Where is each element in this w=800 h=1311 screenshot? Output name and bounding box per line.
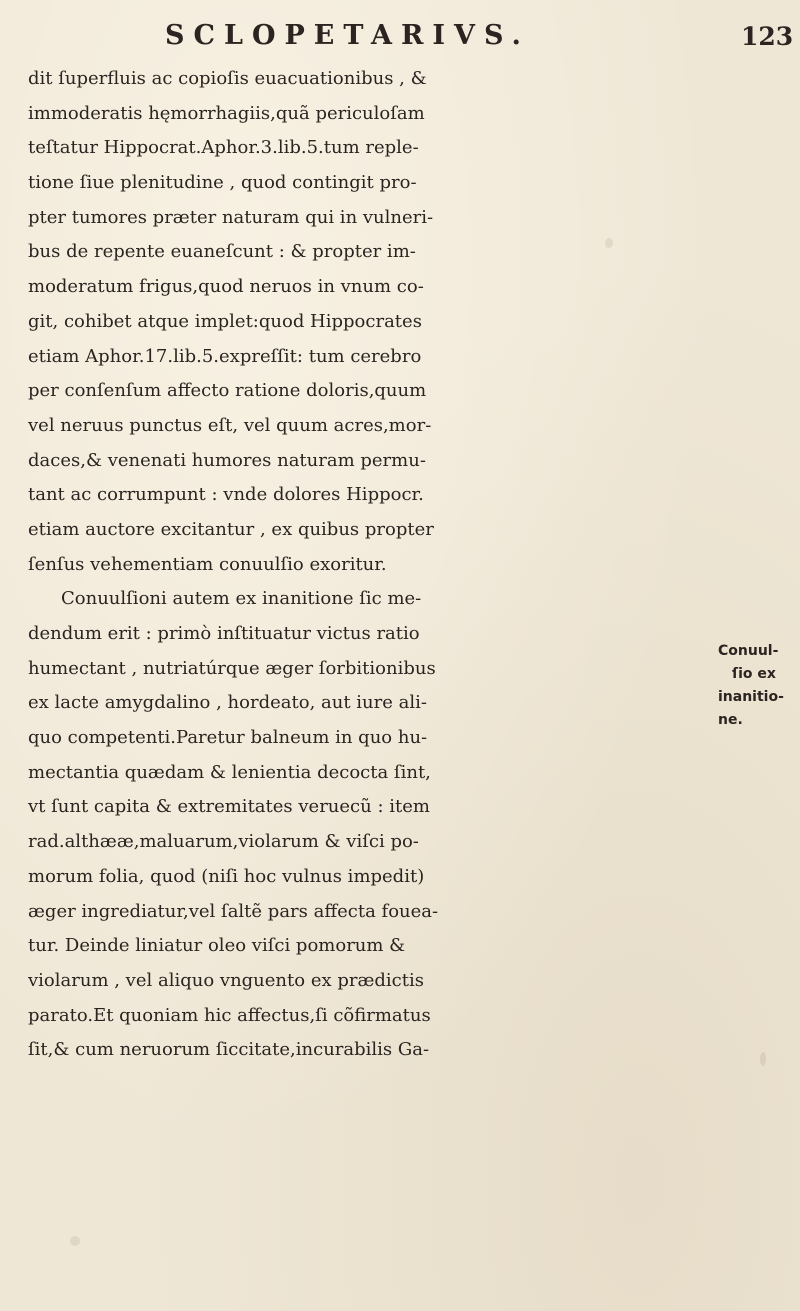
text-line: tur. Deinde liniatur oleo viſci pomorum & bbox=[28, 935, 406, 957]
text-line: dit ſuperfluis ac copioſis euacuationibus , & bbox=[28, 68, 427, 89]
text-line: rad.althææ,maluarum,violarum & viſci po- bbox=[28, 831, 419, 853]
text-line: ſit,& cum neruorum ſiccitate,incurabilis Ga- bbox=[28, 1039, 430, 1061]
text-line: moderatum frigus,quod neruos in vnum co- bbox=[28, 276, 424, 298]
page-number: 123 bbox=[741, 22, 794, 51]
text-line: parato.Et quoniam hic affectus,ſi cõfirmatus bbox=[28, 1004, 431, 1026]
marginal-note-line: Conuul- bbox=[718, 643, 779, 659]
text-line: etiam auctore excitantur , ex quibus propter bbox=[28, 518, 434, 540]
body-text bbox=[28, 62, 788, 1068]
text-line: tione ſiue plenitudine , quod contingit pro- bbox=[28, 172, 417, 194]
text-line: quo competenti.Paretur balneum in quo hu- bbox=[28, 727, 428, 749]
text-line: violarum , vel aliquo vnguento ex prædictis bbox=[28, 969, 424, 991]
marginal-note-line: ne. bbox=[718, 712, 743, 728]
text-line: teſtatur Hippocrat.Aphor.3.lib.5.tum reple- bbox=[28, 137, 419, 159]
text-line: daces,& venenati humores naturam permu- bbox=[28, 449, 426, 471]
text-line: morum folia, quod (niſi hoc vulnus impedit) bbox=[28, 865, 425, 887]
text-line: pter tumores præter naturam qui in vulneri- bbox=[28, 206, 434, 228]
text-line: bus de repente euaneſcunt : & propter im- bbox=[28, 241, 416, 263]
text-line: vt ſunt capita & extremitates veruecũ : item bbox=[28, 796, 430, 818]
marginal-note bbox=[718, 640, 800, 732]
running-head bbox=[0, 18, 800, 58]
marginal-note-line: inanitio- bbox=[718, 689, 784, 705]
text-line: etiam Aphor.17.lib.5.expreſſit: tum cerebro bbox=[28, 345, 422, 367]
paragraph-start-line: Conuulſioni autem ex inanitione ſic me- bbox=[61, 588, 422, 610]
text-line: vel neruus punctus eſt, vel quum acres,mor- bbox=[28, 414, 432, 436]
text-line: ſenſus vehementiam conuulſio exoritur. bbox=[28, 553, 387, 575]
text-line: git, cohibet atque implet:quod Hippocrates bbox=[28, 310, 422, 332]
text-line: ex lacte amygdalino , hordeato, aut iure ali- bbox=[28, 692, 427, 714]
text-line: humectant , nutriatúrque æger ſorbitionibus bbox=[28, 657, 436, 679]
text-line: dendum erit : primò inſtituatur victus ratio bbox=[28, 623, 420, 644]
running-title: SCLOPETARIVS. bbox=[165, 20, 530, 51]
marginal-note-line: ſio ex bbox=[732, 666, 776, 682]
text-line: immoderatis hęmorrhagiis,quã periculoſam bbox=[28, 102, 425, 124]
text-line: tant ac corrumpunt : vnde dolores Hippocr. bbox=[28, 484, 424, 506]
paper-stain bbox=[70, 1236, 80, 1246]
text-line: mectantia quædam & lenientia decocta ſint, bbox=[28, 761, 431, 783]
text-line: æger ingrediatur,vel ſaltẽ pars affecta fouea- bbox=[28, 900, 439, 922]
text-line: per conſenſum affecto ratione doloris,quum bbox=[28, 380, 427, 402]
